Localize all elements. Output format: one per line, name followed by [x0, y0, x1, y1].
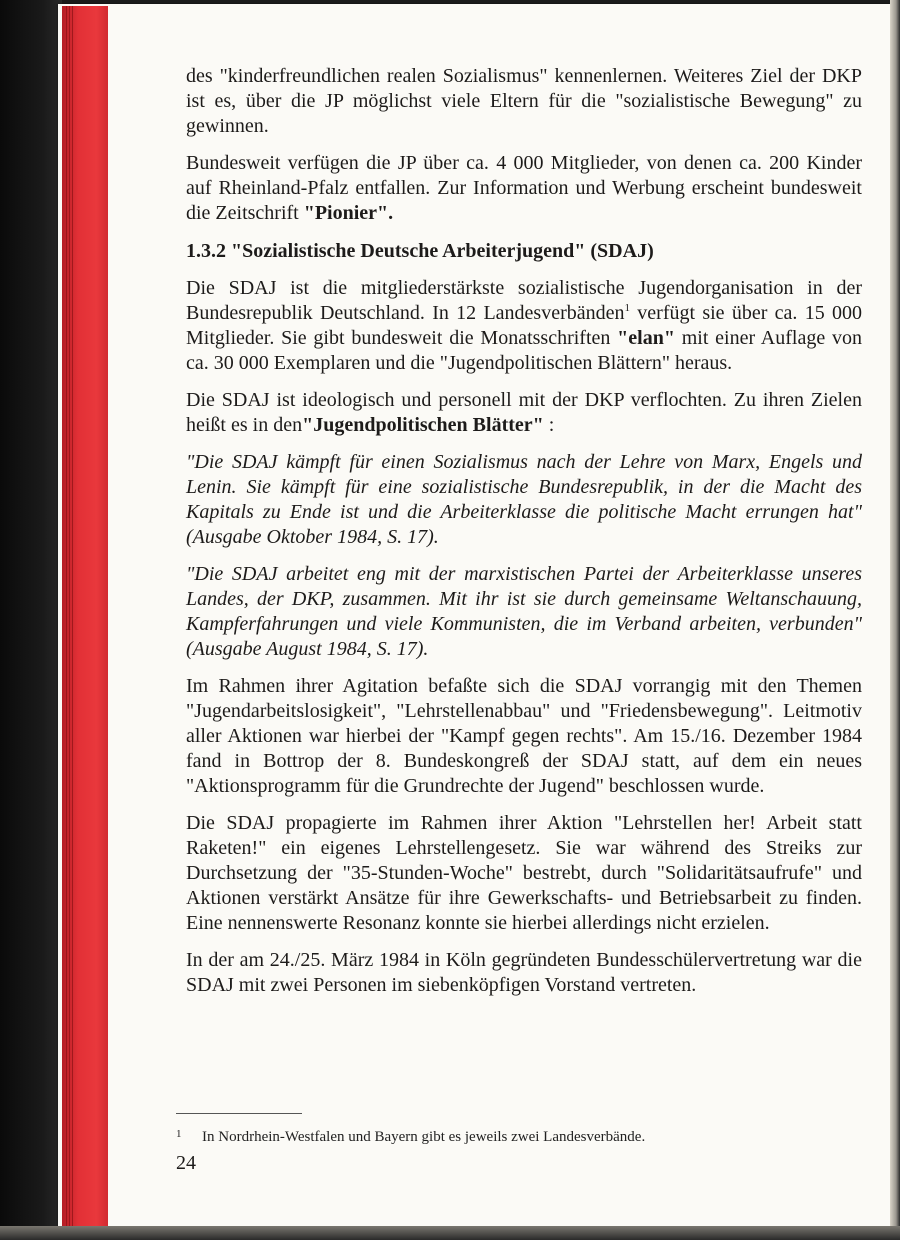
paragraph-3: [186, 276, 862, 376]
paragraph-2: [186, 151, 862, 226]
footnote-number: 1: [176, 1128, 182, 1140]
paragraph-3-text-a: Die SDAJ ist die mitgliederstärkste sozialistische Jugendorganisation in der Bundesrepublik Deutschland. In 12 Landesverbänden: [186, 277, 862, 324]
quote-1: "Die SDAJ kämpft für einen Sozialismus nach der Lehre von Marx, Engels und Lenin. Sie kämpft für eine sozialistische Bundesrepublik, in der die Macht des Kapitals zu Ende ist und die Arbeiterklasse die politische Macht errungen hat" (Ausgabe Oktober 1984, S. 17).: [186, 451, 862, 548]
elan-title: "elan": [617, 327, 675, 349]
paragraph-3-text-c: mit einer Auflage von ca. 30 000 Exemplaren und die "Jugendpolitischen Blättern" heraus.: [186, 327, 863, 374]
scan-background-left: [0, 0, 62, 1240]
footnote-divider: [176, 1113, 302, 1114]
paragraph-2-text: Bundesweit verfügen die JP über ca. 4 000 Mitglieder, von denen ca. 200 Kinder auf Rheinland-Pfalz entfallen. Zur Information und Werbung erscheint bundesweit die Zeitschrift: [186, 152, 862, 224]
paragraph-5: Im Rahmen ihrer Agitation befaßte sich die SDAJ vorrangig mit den Themen "Jugendarbeitslosigkeit", "Lehrstellenabbau" und "Friedensbewegung". Leitmotiv aller Aktionen war hierbei der "Kampf gegen rechts". Am 15./16. Dezember 1984 fand in Bottrop der 8. Bundeskongreß der SDAJ statt, auf dem ein neues "Aktionsprogramm für die Grundrechte der Jugend" beschlossen wurde.: [186, 675, 862, 797]
footnote-text: In Nordrhein-Westfalen und Bayern gibt es jeweils zwei Landesverbände.: [202, 1129, 646, 1145]
footnote: [176, 1124, 856, 1147]
red-page-edge-lines: [66, 6, 74, 1228]
footnote-ref: 1: [624, 302, 630, 314]
page-body: [186, 64, 862, 1010]
paragraph-4-text: Die SDAJ ist ideologisch und personell mit der DKP verflochten. Zu ihren Zielen heißt es in den: [186, 389, 862, 436]
paragraph-7: In der am 24./25. März 1984 in Köln gegründeten Bundesschülervertretung war die SDAJ mit zwei Personen im siebenköpfigen Vorstand vertreten.: [186, 949, 862, 996]
page-right-edge: [890, 0, 900, 1240]
page-number: 24: [176, 1152, 196, 1174]
pionier-title: "Pionier".: [303, 202, 394, 224]
section-heading: 1.3.2 "Sozialistische Deutsche Arbeiterjugend" (SDAJ): [186, 240, 654, 262]
jugendpolitische-blaetter-title: "Jugendpolitischen Blätter": [302, 414, 544, 436]
paragraph-6: Die SDAJ propagierte im Rahmen ihrer Aktion "Lehrstellen her! Arbeit statt Raketen!" ein eigenes Lehrstellengesetz. Sie war während des Streiks zur Durchsetzung der "35-Stunden-Woche" bestrebt, durch "Solidaritätsaufrufe" und Aktionen verstärkt Ansätze für ihre Gewerkschafts- und Betriebsarbeit zu finden. Eine nennenswerte Resonanz konnte sie hierbei allerdings nicht erzielen.: [186, 812, 862, 934]
quote-2: "Die SDAJ arbeitet eng mit der marxistischen Partei der Arbeiterklasse unseres Landes, der DKP, zusammen. Mit ihr ist sie durch gemeinsame Weltanschauung, Kampferfahrungen und viele Kommunisten, die im Verband arbeiten, verbunden" (Ausgabe August 1984, S. 17).: [186, 563, 862, 660]
paragraph-1: des "kinderfreundlichen realen Sozialismus" kennenlernen. Weiteres Ziel der DKP ist es, über die JP möglichst viele Eltern für die "sozialistische Bewegung" zu gewinnen.: [186, 65, 862, 137]
page-bottom-edge: [0, 1226, 900, 1240]
paragraph-3-text-b: verfügt sie über ca. 15 000 Mitglieder. Sie gibt bundesweit die Monatsschriften: [186, 302, 863, 349]
paragraph-4: [186, 388, 862, 438]
paragraph-4-colon: :: [543, 414, 555, 436]
